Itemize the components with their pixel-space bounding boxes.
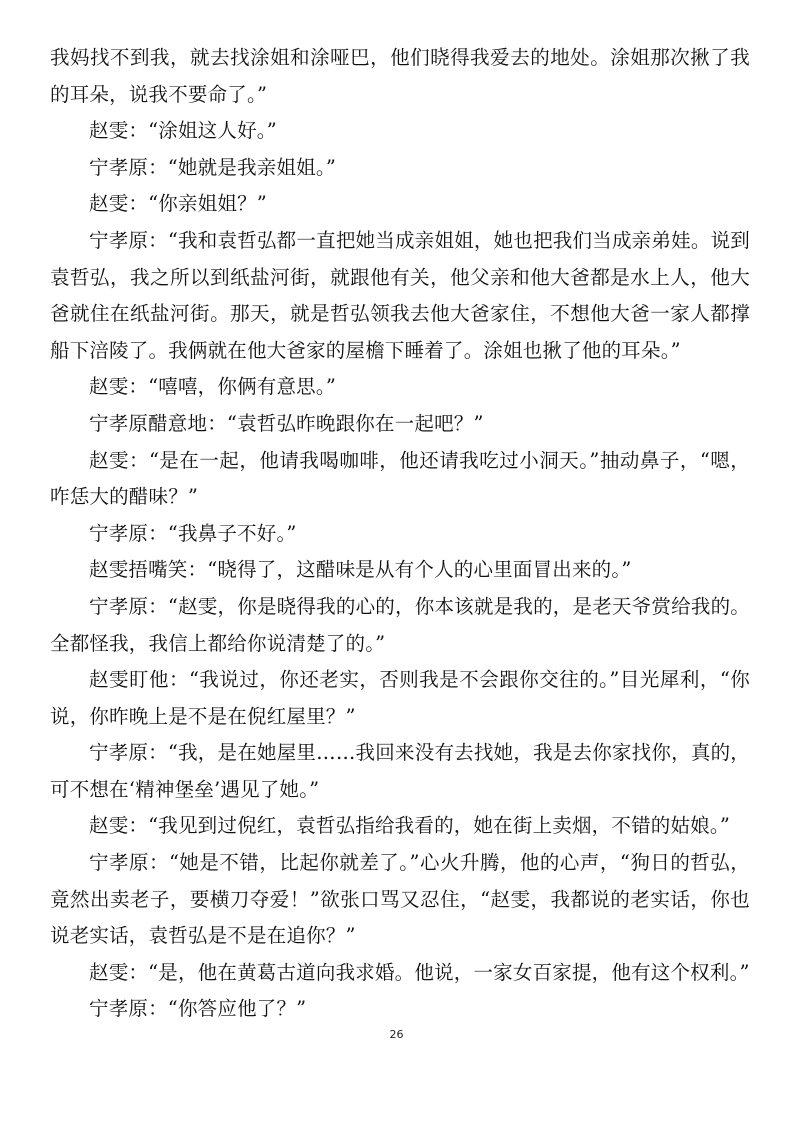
paragraph: 赵雯盯他：“我说过，你还老实，否则我是不会跟你交往的。”目光犀利，“你说，你昨晚上是不是在倪红屋里？” xyxy=(50,668,750,728)
page-number: 26 xyxy=(389,1028,404,1041)
paragraph: 赵雯：“我见到过倪红，袁哲弘指给我看的，她在街上卖烟，不错的姑娘。” xyxy=(89,814,730,838)
paragraph: 赵雯：“你亲姐姐？” xyxy=(89,192,267,216)
paragraph: 赵雯：“嘻嘻，你俩有意思。” xyxy=(89,375,336,399)
paragraph: 宁孝原：“我，是在她屋里……我回来没有去找她，我是去你家找你，真的，可不想在‘精神堡垒’遇见了她。” xyxy=(50,741,750,801)
paragraph: 宁孝原：“赵雯，你是晓得我的心的，你本该就是我的，是老天爷赏给我的。全都怪我，我信上都给你说清楚了的。” xyxy=(50,594,750,655)
paragraph: 赵雯：“是在一起，他请我喝咖啡，他还请我吃过小洞天。”抽动鼻子，“嗯，咋恁大的醋味？” xyxy=(50,448,750,509)
paragraph: 宁孝原：“她就是我亲姐姐。” xyxy=(89,155,336,179)
paragraph: 赵雯：“涂姐这人好。” xyxy=(89,119,277,143)
paragraph: 宁孝原：“我和袁哲弘都一直把她当成亲姐姐，她也把我们当成亲弟娃。说到袁哲弘，我之所以到纸盐河街，就跟他有关，他父亲和他大爸都是水上人，他大爸就住在纸盐河街。那天，就是哲弘领我去他大爸家住，不想他大爸一家人都撑船下涪陵了。我俩就在他大爸家的屋檐下睡着了。涂姐也揪了他的耳朵。” xyxy=(50,228,750,362)
paragraph: 我妈找不到我，就去找涂姐和涂哑巴，他们晓得我爱去的地处。涂姐那次揪了我的耳朵，说我不要命了。” xyxy=(50,46,750,106)
paragraph: 宁孝原醋意地：“袁哲弘昨晚跟你在一起吧？” xyxy=(89,411,484,435)
body-text xyxy=(50,40,750,1028)
paragraph: 宁孝原：“你答应他了？” xyxy=(89,997,307,1021)
paragraph: 宁孝原：“她是不错，比起你就差了。”心火升腾，他的心声，“狗日的哲弘，竟然出卖老子，要横刀夺爱！”欲张口骂又忍住，“赵雯，我都说的老实话，你也说老实话，袁哲弘是不是在追你？” xyxy=(50,851,750,948)
paragraph: 宁孝原：“我鼻子不好。” xyxy=(89,521,297,545)
paragraph: 赵雯捂嘴笑：“晓得了，这醋味是从有个人的心里面冒出来的。” xyxy=(89,558,632,582)
paragraph: 赵雯：“是，他在黄葛古道向我求婚。他说，一家女百家提，他有这个权利。” xyxy=(89,960,750,984)
